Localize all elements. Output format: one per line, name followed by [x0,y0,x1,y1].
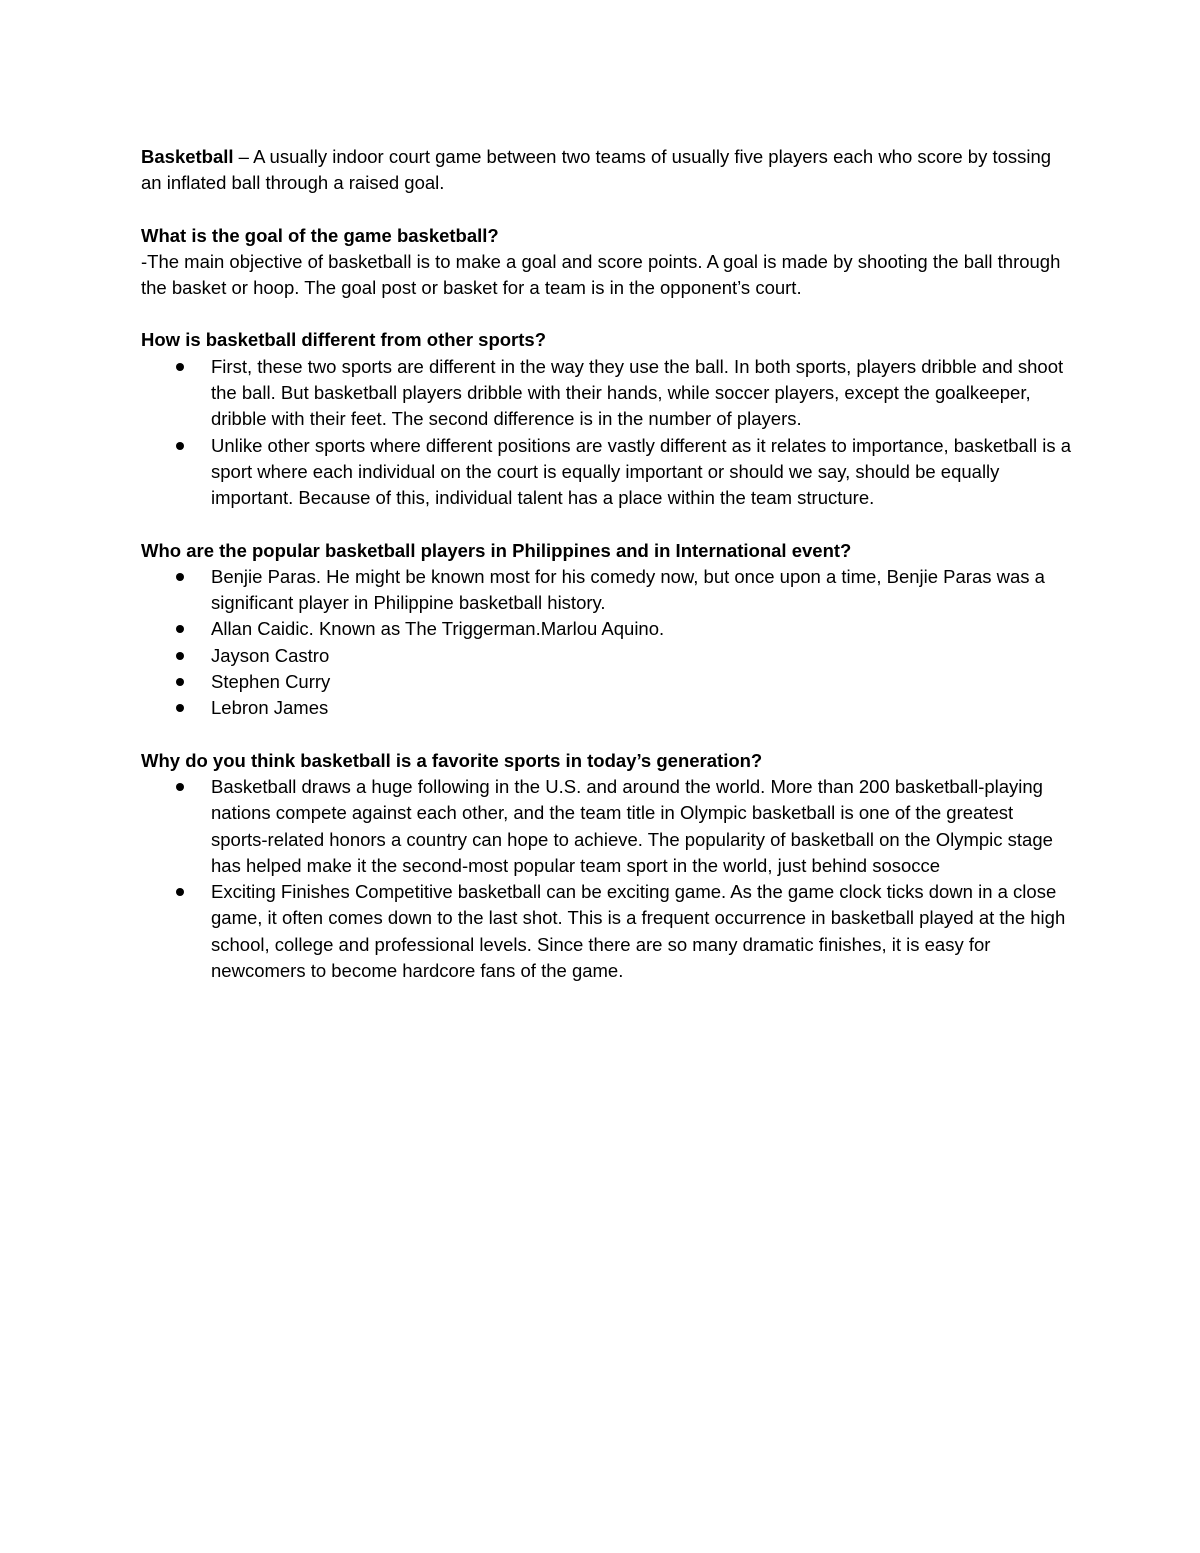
list-item: Stephen Curry [141,669,1071,695]
document-page [141,144,1071,984]
bullet-icon [176,704,184,712]
different-list [141,354,1071,512]
definition-text: – A usually indoor court game between two teams of usually five players each who score by tossing an inflated ball through a raised goal. [141,146,1052,194]
list-item: Basketball draws a huge following in the U.S. and around the world. More than 200 basketball-playing nations compete against each other, and the team title in Olympic basketball is one of the greatest sports-related honors a country can hope to achieve. The popularity of basketball on the Olympic stage has helped make it the second-most popular team sport in the world, just behind sosocce [141,774,1071,879]
definition-term: Basketball [141,146,234,167]
bullet-icon [176,363,184,371]
bullet-icon [176,625,184,633]
spacer [141,197,1071,223]
bullet-icon [176,442,184,450]
players-list [141,564,1071,722]
favorite-heading: Why do you think basketball is a favorite sports in today’s generation? [141,749,763,771]
list-item: Jayson Castro [141,643,1071,669]
list-item: First, these two sports are different in the way they use the ball. In both sports, players dribble and shoot the ball. But basketball players dribble with their hands, while soccer players, except the goalkeeper, dribble with their feet. The second difference is in the number of players. [141,354,1071,433]
spacer [141,512,1071,538]
spacer [141,722,1071,748]
list-item: Unlike other sports where different positions are vastly different as it relates to importance, basketball is a sport where each individual on the court is equally important or should we say, should be equally important. Because of this, individual talent has a place within the team structure. [141,433,1071,512]
list-item: Lebron James [141,695,1071,721]
goal-text: -The main objective of basketball is to make a goal and score points. A goal is made by shooting the ball through the basket or hoop. The goal post or basket for a team is in the opponent’s court. [141,250,1061,299]
list-item: Benjie Paras. He might be known most for his comedy now, but once upon a time, Benjie Paras was a significant player in Philippine basketball history. [141,564,1071,617]
bullet-icon [176,573,184,581]
bullet-icon [176,888,184,896]
bullet-icon [176,783,184,791]
spacer [141,301,1071,327]
different-heading: How is basketball different from other sports? [141,329,547,351]
bullet-icon [176,678,184,686]
list-item: Exciting Finishes Competitive basketball can be exciting game. As the game clock ticks down in a close game, it often comes down to the last shot. This is a frequent occurrence in basketball played at the high school, college and professional levels. Since there are so many dramatic finishes, it is easy for newcomers to become hardcore fans of the game. [141,879,1071,984]
bullet-icon [176,652,184,660]
goal-heading: What is the goal of the game basketball? [141,224,499,246]
definition-paragraph [141,144,1071,197]
favorite-list [141,774,1071,984]
players-heading: Who are the popular basketball players in Philippines and in International event? [141,539,852,561]
list-item: Allan Caidic. Known as The Triggerman.Marlou Aquino. [141,616,1071,642]
